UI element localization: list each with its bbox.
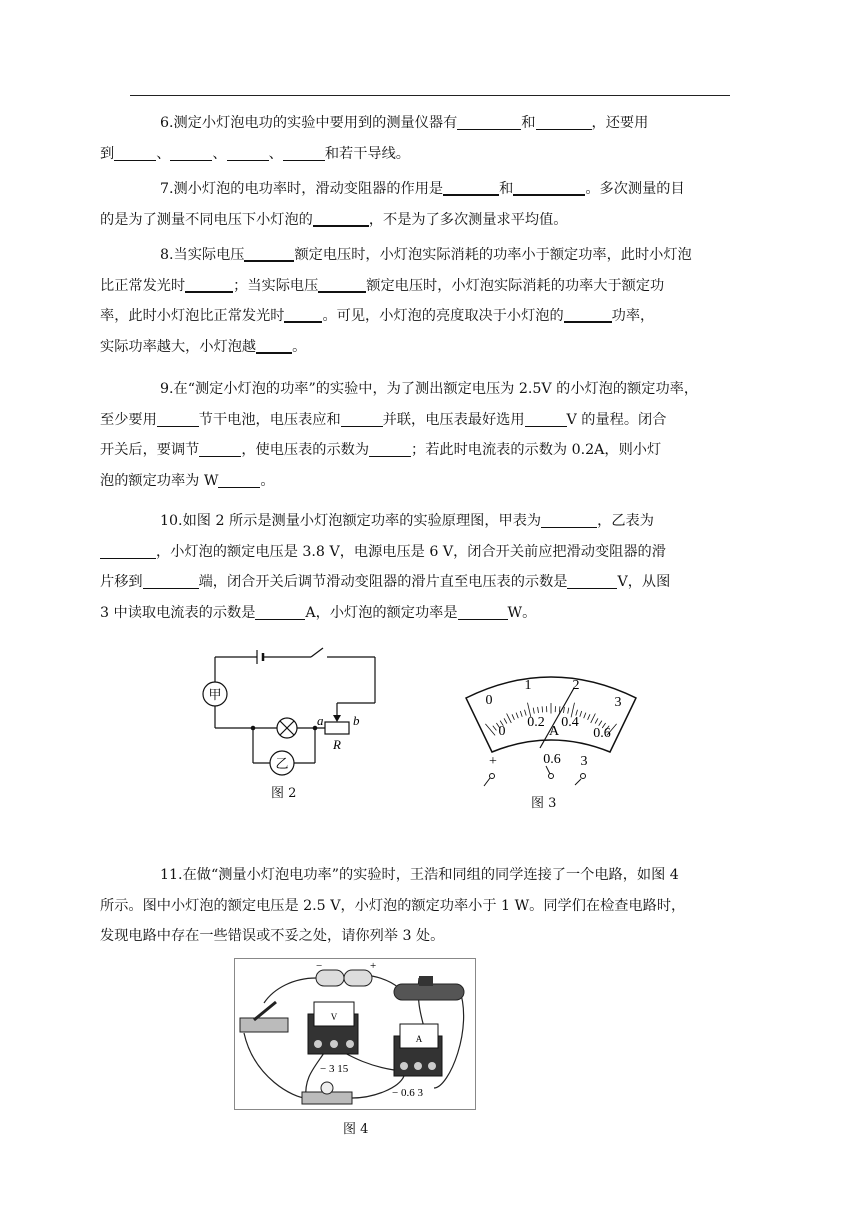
- voltmeter-label: V: [330, 1012, 338, 1022]
- slider-arrow: [333, 715, 341, 722]
- blank[interactable]: [170, 144, 212, 161]
- blank[interactable]: [513, 178, 585, 196]
- ammeter-label: A: [415, 1034, 423, 1044]
- blank[interactable]: [255, 603, 305, 620]
- question-8: 8.当实际电压 额定电压时，小灯泡实际消耗的功率小于额定功率，此时小灯泡 比正常发光时 ；当实际电压 额定电压时，小灯泡实际消耗的功率大于额定功 率，此时小灯泡比正常发光时 。可见，小灯泡的亮度取决于小灯泡的 功率， 实际功率越大，小灯泡越 。: [130, 240, 730, 362]
- junction-dot: [251, 726, 256, 731]
- switch-blade: [311, 648, 323, 657]
- terminal-label: 3: [580, 754, 588, 769]
- rheostat-slider[interactable]: [419, 976, 433, 986]
- blank[interactable]: [114, 144, 156, 161]
- circuit-diagram: [195, 645, 385, 785]
- question-10: 10.如图 2 所示是测量小灯泡额定功率的实验原理图，甲表为 ，乙表为 ，小灯泡的额定电压是 3.8 V，电源电压是 6 V，闭合开关前应把滑动变阻器的滑 片移到 端，闭合开关后调节滑动变阻器的滑片直至电压表的示数是 V，从图 3 中读取电流表的示数是 A，小灯泡的额定功率是 W。: [100, 513, 671, 621]
- bottom-scale-label: 0.6: [593, 726, 611, 741]
- blank[interactable]: [341, 410, 383, 427]
- terminal-label: 0.6: [543, 752, 561, 767]
- top-scale-label: 2: [572, 678, 580, 693]
- unit-label: A: [548, 724, 560, 739]
- blank[interactable]: [525, 410, 567, 427]
- bottom-scale-label: 0.4: [561, 715, 579, 730]
- blank[interactable]: [567, 572, 617, 589]
- blank[interactable]: [218, 471, 260, 488]
- dial-tick: [559, 706, 560, 712]
- meter-jia-label: 甲: [208, 687, 222, 702]
- blank[interactable]: [541, 511, 597, 528]
- blank[interactable]: [457, 113, 521, 130]
- terminal-post[interactable]: [490, 774, 495, 779]
- rheostat-label: R: [333, 737, 341, 752]
- terminal-post[interactable]: [581, 774, 586, 779]
- question-9: 9.在“测定小灯泡的功率”的实验中，为了测出额定电压为 2.5V 的小灯泡的额定功率， 至少要用 节干电池，电压表应和 并联，电压表最好选用 V 的量程。闭合 开关后，要调节 ，使电压表的示数为 ；若此时电流表的示数为 0.2A，则小灯 泡的额定功率为 W 。: [100, 381, 699, 489]
- bottom-scale-label: 0.2: [527, 715, 545, 730]
- voltmeter-terminal[interactable]: [346, 1040, 354, 1048]
- ammeter-terminal[interactable]: [428, 1062, 436, 1070]
- ammeter-dial: [462, 652, 640, 794]
- question-11: 11.在做“测量小灯泡电功率”的实验时，王浩和同组的同学连接了一个电路，如图 4 所示。图中小灯泡的额定电压是 2.5 V，小灯泡的额定功率小于 1 W。同学们在检查电路时， 发现电路中存在一些错误或不妥之处，请你列举 3 处。: [100, 867, 686, 944]
- rheostat-body: [394, 984, 464, 1000]
- ammeter-terminal[interactable]: [400, 1062, 408, 1070]
- blank[interactable]: [284, 305, 322, 323]
- top-scale-label: 3: [614, 695, 622, 710]
- terminal-a-label: a: [317, 713, 324, 728]
- terminal-b-label: b: [353, 713, 360, 728]
- header-rule: [130, 95, 730, 96]
- figure-4-caption: 图 4: [343, 1122, 369, 1137]
- terminal-label: +: [489, 754, 497, 769]
- blank[interactable]: [318, 275, 366, 293]
- ammeter-terminal[interactable]: [414, 1062, 422, 1070]
- blank[interactable]: [536, 113, 592, 130]
- voltmeter-terminal[interactable]: [314, 1040, 322, 1048]
- blank[interactable]: [185, 275, 233, 293]
- blank[interactable]: [313, 209, 369, 227]
- blank[interactable]: [157, 410, 199, 427]
- voltmeter-terminal[interactable]: [330, 1040, 338, 1048]
- top-scale-label: 0: [485, 693, 493, 708]
- bottom-scale-label: 0: [498, 724, 506, 739]
- blank[interactable]: [369, 440, 411, 457]
- blank[interactable]: [283, 144, 325, 161]
- battery-plus-label: +: [370, 960, 377, 972]
- ammeter-terminal-labels: − 0.6 3: [392, 1087, 423, 1099]
- question-7: 7.测小灯泡的电功率时，滑动变阻器的作用是 和 。多次测量的目 的是为了测量不同电压下小灯泡的 ，不是为了多次测量求平均值。: [130, 174, 730, 235]
- dial-tick: [542, 706, 543, 712]
- terminal-post[interactable]: [549, 774, 554, 779]
- battery-minus-label: −: [316, 960, 323, 972]
- terminal-wire: [546, 766, 550, 774]
- battery-cell: [316, 970, 344, 986]
- blank[interactable]: [244, 244, 294, 262]
- blank[interactable]: [143, 572, 199, 589]
- switch-base: [240, 1018, 288, 1032]
- battery-cell: [344, 970, 372, 986]
- figure-3-caption: 图 3: [531, 796, 557, 811]
- top-scale-label: 1: [524, 678, 532, 693]
- blank[interactable]: [199, 440, 241, 457]
- rheostat: [325, 722, 349, 734]
- blank[interactable]: [256, 336, 292, 354]
- lamp-bulb: [321, 1082, 333, 1094]
- question-6: 6.测定小灯泡电功的实验中要用到的测量仪器有 和 ，还要用 到 、 、 、 和若干导线。: [100, 115, 649, 162]
- blank[interactable]: [564, 305, 612, 323]
- meter-yi-label: 乙: [275, 756, 289, 771]
- blank[interactable]: [443, 178, 499, 196]
- terminal-wire: [575, 779, 581, 785]
- blank[interactable]: [227, 144, 269, 161]
- blank[interactable]: [100, 542, 156, 559]
- terminal-wire: [484, 778, 490, 786]
- voltmeter-terminal-labels: − 3 15: [320, 1063, 349, 1075]
- figure-2-caption: 图 2: [271, 786, 297, 801]
- apparatus-figure: [234, 958, 476, 1110]
- blank[interactable]: [458, 603, 508, 620]
